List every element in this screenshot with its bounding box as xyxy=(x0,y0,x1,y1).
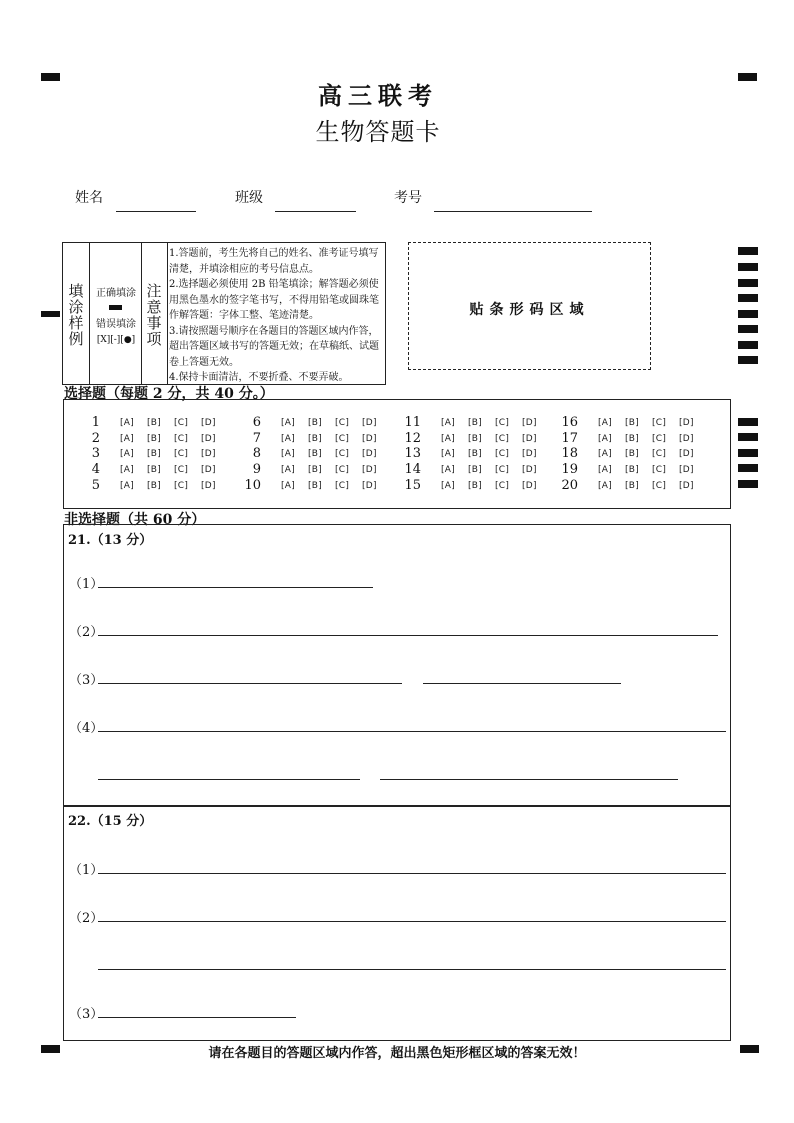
non-choice-heading: 非选择题（共 60 分） xyxy=(64,512,206,528)
question-number-16: 16 xyxy=(561,415,578,430)
question-number-9: 9 xyxy=(252,462,261,477)
choice-bubble-2-a[interactable]: [A] xyxy=(120,434,135,444)
footer-warning: 请在各题目的答题区域内作答，超出黑色矩形框区域的答案无效！ xyxy=(208,1046,586,1061)
timing-mark xyxy=(738,341,758,349)
q22-part-2-answer-line-b[interactable] xyxy=(98,969,726,970)
choice-bubble-13-a[interactable]: [A] xyxy=(441,449,456,459)
question-number-10: 10 xyxy=(244,478,261,493)
page-subtitle: 生物答题卡 xyxy=(315,118,441,146)
timing-mark xyxy=(738,480,758,488)
choice-bubble-12-c[interactable]: [C] xyxy=(495,434,510,444)
note-2: 2.选择题必须使用 2B 铅笔填涂；解答题必须使用黑色墨水的签字笔书写，不得用铅笔或圆珠笔作解答题：字体工整、笔迹清楚。 xyxy=(169,279,379,321)
choice-bubble-1-a[interactable]: [A] xyxy=(120,418,135,428)
choice-bubble-4-b[interactable]: [B] xyxy=(147,465,162,475)
choice-bubble-14-c[interactable]: [C] xyxy=(495,465,510,475)
choice-bubble-8-a[interactable]: [A] xyxy=(281,449,296,459)
choice-bubble-9-a[interactable]: [A] xyxy=(281,465,296,475)
q22-part-3-answer-line[interactable] xyxy=(98,1017,296,1018)
question-number-6: 6 xyxy=(252,415,261,430)
question-number-4: 4 xyxy=(91,462,100,477)
question-number-5: 5 xyxy=(91,478,100,493)
question-number-8: 8 xyxy=(252,446,261,461)
choice-bubble-13-b[interactable]: [B] xyxy=(468,449,483,459)
page-title: 高三联考 xyxy=(318,81,438,110)
q21-part-4-answer-line-b[interactable] xyxy=(98,779,360,780)
choice-bubble-15-a[interactable]: [A] xyxy=(441,481,456,491)
question-number-11: 11 xyxy=(404,415,421,430)
choice-bubble-13-d[interactable]: [D] xyxy=(522,449,537,459)
choice-bubble-11-d[interactable]: [D] xyxy=(522,418,537,428)
choice-bubble-11-c[interactable]: [C] xyxy=(495,418,510,428)
choice-bubble-8-d[interactable]: [D] xyxy=(362,449,377,459)
choice-bubble-1-b[interactable]: [B] xyxy=(147,418,162,428)
choice-bubble-17-c[interactable]: [C] xyxy=(652,434,667,444)
choice-bubble-20-a[interactable]: [A] xyxy=(598,481,613,491)
choice-bubble-15-b[interactable]: [B] xyxy=(468,481,483,491)
choice-bubble-19-c[interactable]: [C] xyxy=(652,465,667,475)
choice-bubble-10-d[interactable]: [D] xyxy=(362,481,377,491)
choice-bubble-6-a[interactable]: [A] xyxy=(281,418,296,428)
timing-mark xyxy=(738,247,758,255)
choice-bubble-19-b[interactable]: [B] xyxy=(625,465,640,475)
choice-bubble-7-c[interactable]: [C] xyxy=(335,434,350,444)
choice-bubble-5-a[interactable]: [A] xyxy=(120,481,135,491)
answer-box-q22 xyxy=(63,805,731,1041)
class-field[interactable] xyxy=(275,211,356,212)
choice-bubble-4-c[interactable]: [C] xyxy=(174,465,189,475)
choice-bubble-15-c[interactable]: [C] xyxy=(495,481,510,491)
exam-number-field[interactable] xyxy=(434,211,592,212)
q21-part-3-label: （3） xyxy=(69,673,104,688)
name-field[interactable] xyxy=(116,211,196,212)
q22-part-1-label: （1） xyxy=(69,863,104,878)
choice-bubble-5-c[interactable]: [C] xyxy=(174,481,189,491)
choice-bubble-16-c[interactable]: [C] xyxy=(652,418,667,428)
choice-bubble-16-a[interactable]: [A] xyxy=(598,418,613,428)
question-number-12: 12 xyxy=(404,431,421,446)
choice-bubble-14-a[interactable]: [A] xyxy=(441,465,456,475)
question-number-14: 14 xyxy=(404,462,421,477)
name-label: 姓名 xyxy=(75,190,103,206)
timing-mark xyxy=(738,294,758,302)
notes-label: 注 意 事 项 xyxy=(146,282,162,348)
choice-bubble-19-d[interactable]: [D] xyxy=(679,465,694,475)
q21-heading: 21.（13 分） xyxy=(68,533,153,548)
q22-part-1-answer-line[interactable] xyxy=(98,873,726,874)
choice-bubble-5-b[interactable]: [B] xyxy=(147,481,162,491)
choice-bubble-4-d[interactable]: [D] xyxy=(201,465,216,475)
choice-bubble-13-c[interactable]: [C] xyxy=(495,449,510,459)
timing-mark xyxy=(738,464,758,472)
fill-example-label: 填 涂 样 例 xyxy=(68,282,84,348)
choice-bubble-2-c[interactable]: [C] xyxy=(174,434,189,444)
choice-bubble-20-c[interactable]: [C] xyxy=(652,481,667,491)
timing-mark xyxy=(738,310,758,318)
choice-bubble-17-b[interactable]: [B] xyxy=(625,434,640,444)
choice-bubble-16-d[interactable]: [D] xyxy=(679,418,694,428)
choice-bubble-10-b[interactable]: [B] xyxy=(308,481,323,491)
timing-mark xyxy=(738,325,758,333)
question-number-1: 1 xyxy=(91,415,100,430)
note-1: 1.答题前，考生先将自己的姓名、准考证号填写清楚，并填涂相应的考号信息点。 xyxy=(169,248,379,275)
exam-number-label: 考号 xyxy=(394,190,422,206)
q21-part-4-answer-line-c[interactable] xyxy=(380,779,678,780)
choice-bubble-19-a[interactable]: [A] xyxy=(598,465,613,475)
question-number-19: 19 xyxy=(561,462,578,477)
choice-bubble-18-c[interactable]: [C] xyxy=(652,449,667,459)
choice-bubble-5-d[interactable]: [D] xyxy=(201,481,216,491)
choice-bubble-9-c[interactable]: [C] xyxy=(335,465,350,475)
q22-part-2-label: （2） xyxy=(69,911,104,926)
choice-bubble-14-d[interactable]: [D] xyxy=(522,465,537,475)
q21-part-3-answer-line-b[interactable] xyxy=(423,683,621,684)
question-number-7: 7 xyxy=(252,431,261,446)
note-4: 4.保持卡面清洁，不要折叠、不要弄破。 xyxy=(169,372,349,383)
choice-bubble-20-b[interactable]: [B] xyxy=(625,481,640,491)
instructions-box xyxy=(62,242,386,385)
choice-bubble-10-a[interactable]: [A] xyxy=(281,481,296,491)
q21-part-1-label: （1） xyxy=(69,577,104,592)
timing-mark xyxy=(738,263,758,271)
q22-part-3-label: （3） xyxy=(69,1007,104,1022)
timing-mark xyxy=(738,449,758,457)
choice-bubble-12-b[interactable]: [B] xyxy=(468,434,483,444)
choice-bubble-4-a[interactable]: [A] xyxy=(120,465,135,475)
barcode-label: 贴条形码区域 xyxy=(469,302,590,318)
choice-bubble-18-b[interactable]: [B] xyxy=(625,449,640,459)
choice-bubble-9-d[interactable]: [D] xyxy=(362,465,377,475)
multiple-choice-grid xyxy=(63,399,731,509)
note-3: 3.请按照题号顺序在各题目的答题区域内作答，超出答题区域书写的答题无效；在草稿纸、试题卷上答题无效。 xyxy=(169,325,379,368)
answer-box-q21 xyxy=(63,524,731,807)
q22-part-2-answer-line-a[interactable] xyxy=(98,921,726,922)
question-number-20: 20 xyxy=(561,478,578,493)
correct-fill-label: 正确填涂 xyxy=(96,288,136,299)
choice-bubble-7-a[interactable]: [A] xyxy=(281,434,296,444)
question-number-13: 13 xyxy=(404,446,421,461)
choice-bubble-8-c[interactable]: [C] xyxy=(335,449,350,459)
choice-bubble-2-b[interactable]: [B] xyxy=(147,434,162,444)
question-number-2: 2 xyxy=(91,431,100,446)
registration-mark-mid-left xyxy=(41,311,60,317)
question-number-3: 3 xyxy=(91,446,100,461)
choice-bubble-17-a[interactable]: [A] xyxy=(598,434,613,444)
q21-part-3-answer-line-a[interactable] xyxy=(98,683,402,684)
choice-bubble-7-d[interactable]: [D] xyxy=(362,434,377,444)
notes-list xyxy=(169,246,381,386)
choice-bubble-14-b[interactable]: [B] xyxy=(468,465,483,475)
choice-bubble-17-d[interactable]: [D] xyxy=(679,434,694,444)
timing-mark xyxy=(738,433,758,441)
choice-bubble-2-d[interactable]: [D] xyxy=(201,434,216,444)
q22-heading: 22.（15 分） xyxy=(68,814,153,829)
choice-bubble-3-a[interactable]: [A] xyxy=(120,449,135,459)
choice-bubble-15-d[interactable]: [D] xyxy=(522,481,537,491)
choice-bubble-18-a[interactable]: [A] xyxy=(598,449,613,459)
choice-bubble-6-c[interactable]: [C] xyxy=(335,418,350,428)
timing-mark xyxy=(738,279,758,287)
timing-mark xyxy=(738,418,758,426)
choice-bubble-6-b[interactable]: [B] xyxy=(308,418,323,428)
correct-fill-mark xyxy=(109,305,122,310)
barcode-area xyxy=(408,242,651,370)
choice-bubble-20-d[interactable]: [D] xyxy=(679,481,694,491)
choice-bubble-9-b[interactable]: [B] xyxy=(308,465,323,475)
question-number-17: 17 xyxy=(561,431,578,446)
q21-part-4-label: （4） xyxy=(69,721,104,736)
choice-bubble-12-d[interactable]: [D] xyxy=(522,434,537,444)
timing-mark xyxy=(738,356,758,364)
question-number-18: 18 xyxy=(561,446,578,461)
choice-bubble-11-a[interactable]: [A] xyxy=(441,418,456,428)
choice-bubble-12-a[interactable]: [A] xyxy=(441,434,456,444)
question-number-15: 15 xyxy=(404,478,421,493)
choice-bubble-10-c[interactable]: [C] xyxy=(335,481,350,491)
q21-part-2-answer-line[interactable] xyxy=(98,635,718,636)
choice-bubble-16-b[interactable]: [B] xyxy=(625,418,640,428)
multiple-choice-heading: 选择题（每题 2 分，共 40 分。） xyxy=(64,386,274,402)
choice-bubble-3-c[interactable]: [C] xyxy=(174,449,189,459)
q21-part-2-label: （2） xyxy=(69,625,104,640)
q21-part-4-answer-line-a[interactable] xyxy=(98,731,726,732)
choice-bubble-1-d[interactable]: [D] xyxy=(201,418,216,428)
choice-bubble-8-b[interactable]: [B] xyxy=(308,449,323,459)
q21-part-1-answer-line[interactable] xyxy=(98,587,373,588)
choice-bubble-7-b[interactable]: [B] xyxy=(308,434,323,444)
choice-bubble-11-b[interactable]: [B] xyxy=(468,418,483,428)
wrong-fill-label: 错误填涂 xyxy=(96,319,136,330)
choice-bubble-18-d[interactable]: [D] xyxy=(679,449,694,459)
class-label: 班级 xyxy=(235,190,263,206)
choice-bubble-1-c[interactable]: [C] xyxy=(174,418,189,428)
choice-bubble-6-d[interactable]: [D] xyxy=(362,418,377,428)
choice-bubble-3-d[interactable]: [D] xyxy=(201,449,216,459)
choice-bubble-3-b[interactable]: [B] xyxy=(147,449,162,459)
wrong-fill-symbols: [X][-][●] xyxy=(96,335,136,345)
